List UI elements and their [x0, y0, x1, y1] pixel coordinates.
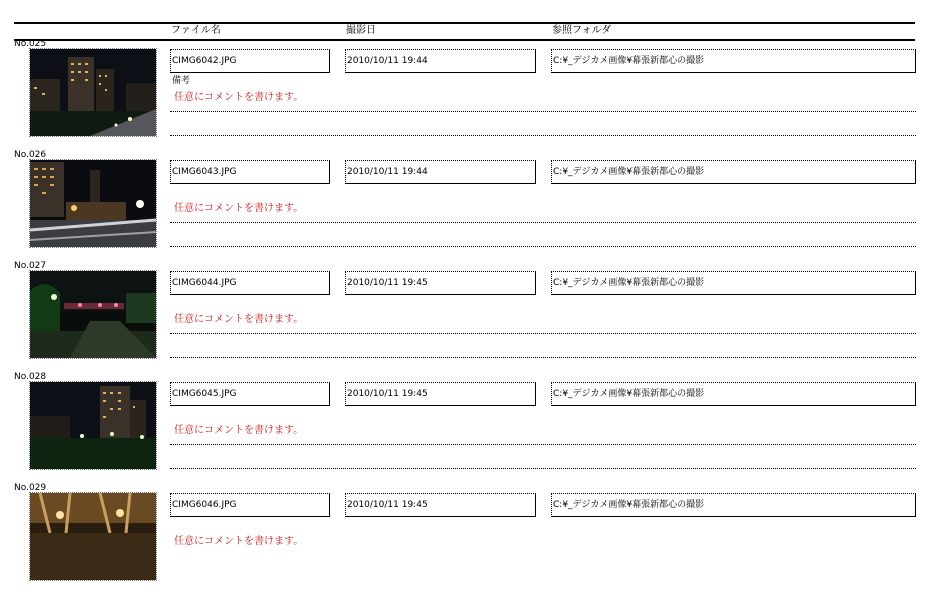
record-divider	[170, 357, 916, 358]
file-name-field[interactable]: CIMG6042.JPG	[170, 49, 330, 73]
comment-text[interactable]: 任意にコメントを書けます。	[174, 92, 304, 103]
record-number: No.027	[14, 261, 47, 271]
night-park-photo	[30, 271, 156, 358]
photo-record	[0, 261, 936, 372]
photo-thumbnail[interactable]	[30, 382, 156, 469]
photo-record	[0, 150, 936, 261]
file-name-field[interactable]: CIMG6046.JPG	[170, 493, 330, 517]
note-label: 備考	[172, 76, 191, 86]
record-number: No.029	[14, 483, 47, 493]
night-plaza-photo	[30, 493, 156, 580]
photo-thumbnail[interactable]	[30, 160, 156, 247]
record-divider	[170, 468, 916, 469]
comment-divider	[170, 444, 916, 445]
folder-path-field[interactable]: C:¥_デジカメ画像¥幕張新都心の撮影	[551, 271, 916, 295]
record-divider	[170, 135, 916, 136]
file-name-field[interactable]: CIMG6043.JPG	[170, 160, 330, 184]
file-name-field[interactable]: CIMG6045.JPG	[170, 382, 330, 406]
comment-text[interactable]: 任意にコメントを書けます。	[174, 314, 304, 325]
header-file-name: ファイル名	[171, 25, 221, 36]
folder-path-field[interactable]: C:¥_デジカメ画像¥幕張新都心の撮影	[551, 493, 916, 517]
record-number: No.026	[14, 150, 47, 160]
photo-record	[0, 372, 936, 483]
comment-text[interactable]: 任意にコメントを書けます。	[174, 203, 304, 214]
record-number: No.025	[14, 39, 47, 49]
shot-date-field[interactable]: 2010/10/11 19:45	[345, 382, 536, 406]
comment-text[interactable]: 任意にコメントを書けます。	[174, 536, 304, 547]
shot-date-field[interactable]: 2010/10/11 19:44	[345, 49, 536, 73]
record-number: No.028	[14, 372, 47, 382]
photo-record	[0, 39, 936, 150]
folder-path-field[interactable]: C:¥_デジカメ画像¥幕張新都心の撮影	[551, 49, 916, 73]
photo-record	[0, 483, 936, 594]
header-shot-date: 撮影日	[346, 25, 376, 36]
shot-date-field[interactable]: 2010/10/11 19:45	[345, 493, 536, 517]
comment-divider	[170, 222, 916, 223]
record-divider	[170, 246, 916, 247]
photo-thumbnail[interactable]	[30, 271, 156, 358]
folder-path-field[interactable]: C:¥_デジカメ画像¥幕張新都心の撮影	[551, 160, 916, 184]
file-name-field[interactable]: CIMG6044.JPG	[170, 271, 330, 295]
comment-divider	[170, 111, 916, 112]
photo-thumbnail[interactable]	[30, 49, 156, 136]
photo-thumbnail[interactable]	[30, 493, 156, 580]
night-city-photo	[30, 49, 156, 136]
night-city-photo	[30, 382, 156, 469]
header-ref-folder: 参照フォルダ	[552, 25, 612, 36]
comment-divider	[170, 333, 916, 334]
night-city-photo	[30, 160, 156, 247]
folder-path-field[interactable]: C:¥_デジカメ画像¥幕張新都心の撮影	[551, 382, 916, 406]
comment-text[interactable]: 任意にコメントを書けます。	[174, 425, 304, 436]
shot-date-field[interactable]: 2010/10/11 19:44	[345, 160, 536, 184]
shot-date-field[interactable]: 2010/10/11 19:45	[345, 271, 536, 295]
